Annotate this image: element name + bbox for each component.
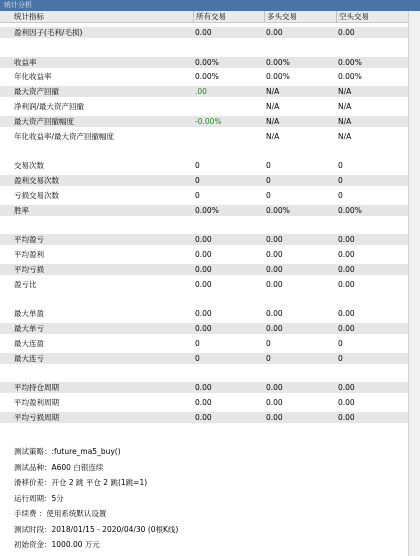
- cell-long-trades: 0: [266, 161, 271, 171]
- cell-all-trades: 0: [195, 353, 200, 363]
- row-label: 平均盈利周期: [14, 398, 59, 407]
- cell-short-trades: N/A: [338, 131, 352, 141]
- row-label: 亏损交易次数: [14, 190, 59, 200]
- cell-all-trades: 0.00%: [195, 72, 219, 82]
- cell-short-trades: 0.00%: [338, 57, 362, 67]
- table-spacer-row: [0, 145, 408, 156]
- info-symbol: 测试品种：A600 白银连续: [14, 462, 104, 472]
- table-row[interactable]: [0, 71, 408, 82]
- cell-short-trades: 0.00: [338, 28, 355, 37]
- table-header: [0, 11, 408, 23]
- table-row[interactable]: [0, 249, 408, 260]
- vertical-scrollbar[interactable]: [408, 11, 420, 556]
- cell-short-trades: N/A: [338, 116, 352, 126]
- table-row[interactable]: [0, 279, 408, 290]
- column-header-short-trades[interactable]: 空头交易: [336, 11, 369, 22]
- table-row[interactable]: [0, 308, 408, 319]
- table-row[interactable]: [0, 234, 408, 245]
- cell-all-trades: .00: [195, 87, 207, 97]
- cell-short-trades: 0: [338, 190, 343, 200]
- table-row[interactable]: [0, 205, 408, 216]
- cell-long-trades: 0.00: [266, 398, 283, 407]
- cell-all-trades: -0.00%: [195, 116, 222, 126]
- cell-all-trades: 0.00: [195, 398, 212, 407]
- table-row[interactable]: [0, 353, 408, 364]
- row-label: 平均亏损: [14, 264, 44, 274]
- table-row[interactable]: [0, 57, 408, 68]
- cell-short-trades: 0.00: [338, 250, 355, 259]
- table-row[interactable]: [0, 131, 408, 142]
- row-label: 平均亏损周期: [14, 412, 59, 422]
- cell-short-trades: 0.00: [338, 412, 355, 422]
- cell-long-trades: 0.00%: [266, 72, 290, 82]
- cell-short-trades: 0.00%: [338, 72, 362, 82]
- cell-short-trades: 0.00: [338, 398, 355, 407]
- window-title: 统计分析: [4, 1, 32, 9]
- cell-long-trades: 0.00: [266, 309, 283, 319]
- cell-long-trades: N/A: [266, 116, 280, 126]
- cell-short-trades: 0.00: [338, 235, 355, 245]
- cell-long-trades: 0.00: [266, 235, 283, 245]
- column-header-long-trades[interactable]: 多头交易: [264, 11, 297, 22]
- table-spacer-row: [0, 293, 408, 304]
- cell-short-trades: N/A: [338, 102, 352, 111]
- cell-all-trades: 0: [195, 338, 200, 348]
- table-row[interactable]: [0, 116, 408, 127]
- cell-long-trades: 0.00: [266, 264, 283, 274]
- cell-long-trades: 0.00: [266, 383, 283, 393]
- cell-short-trades: 0.00: [338, 264, 355, 274]
- cell-short-trades: 0.00%: [338, 205, 362, 215]
- cell-long-trades: 0.00%: [266, 205, 290, 215]
- cell-all-trades: 0.00: [195, 264, 212, 274]
- row-label: 年化收益率: [14, 72, 52, 82]
- cell-all-trades: 0: [195, 176, 200, 185]
- window-titlebar: [0, 0, 420, 11]
- row-label: 平均持仓周期: [14, 383, 59, 393]
- table-row[interactable]: [0, 190, 408, 201]
- row-label: 盈利因子(毛利/毛损): [14, 28, 83, 37]
- cell-long-trades: 0: [266, 353, 271, 363]
- row-label: 净利润/最大资产回撤: [14, 102, 85, 111]
- table-row[interactable]: [0, 101, 408, 112]
- cell-short-trades: 0.00: [338, 383, 355, 393]
- table-row[interactable]: [0, 397, 408, 408]
- cell-long-trades: N/A: [266, 131, 280, 141]
- row-label: 最大资产回撤: [14, 87, 59, 97]
- row-label: 收益率: [14, 57, 37, 67]
- info-initial-capital: 初始资金：1000.00 万元: [14, 540, 100, 549]
- cell-short-trades: N/A: [338, 87, 352, 97]
- cell-all-trades: 0.00%: [195, 205, 219, 215]
- table-spacer-row: [0, 42, 408, 53]
- cell-short-trades: 0.00: [338, 324, 355, 333]
- cell-all-trades: 0.00: [195, 28, 212, 37]
- row-label: 盈亏比: [14, 279, 37, 289]
- info-strategy: 测试策略：:future_ma5_buy(): [14, 447, 121, 456]
- row-label: 胜率: [14, 205, 29, 215]
- cell-short-trades: 0.00: [338, 309, 355, 319]
- column-header-metric[interactable]: 统计指标: [14, 12, 44, 21]
- info-test-range: 测试时段：2018/01/15 - 2020/04/30 (0根K线): [14, 524, 179, 534]
- cell-short-trades: 0: [338, 338, 343, 348]
- cell-long-trades: 0: [266, 190, 271, 200]
- row-label: 交易次数: [14, 161, 44, 171]
- cell-all-trades: 0.00: [195, 412, 212, 422]
- info-period: 运行周期：5分: [14, 493, 64, 503]
- table-row[interactable]: [0, 412, 408, 423]
- cell-long-trades: 0.00%: [266, 57, 290, 67]
- cell-short-trades: 0.00: [338, 279, 355, 289]
- cell-long-trades: 0.00: [266, 28, 283, 37]
- cell-long-trades: 0.00: [266, 324, 283, 333]
- table-row[interactable]: [0, 175, 408, 186]
- cell-short-trades: 0: [338, 176, 343, 185]
- cell-all-trades: 0.00: [195, 309, 212, 319]
- cell-all-trades: 0.00: [195, 279, 212, 289]
- cell-long-trades: 0: [266, 338, 271, 348]
- table-row[interactable]: [0, 382, 408, 393]
- cell-short-trades: 0: [338, 161, 343, 171]
- info-commission: 手续费 ：使用系统默认设置: [14, 509, 107, 518]
- cell-long-trades: N/A: [266, 87, 280, 97]
- cell-all-trades: 0.00: [195, 235, 212, 245]
- cell-short-trades: 0: [338, 353, 343, 363]
- table-row[interactable]: [0, 323, 408, 334]
- table-spacer-row: [0, 219, 408, 230]
- cell-long-trades: 0.00: [266, 412, 283, 422]
- backtest-info-panel: [14, 444, 178, 553]
- column-header-all-trades[interactable]: 所有交易: [193, 11, 226, 22]
- row-label: 最大资产回撤幅度: [14, 116, 74, 126]
- row-label: 最大连亏: [14, 353, 44, 363]
- cell-long-trades: 0: [266, 176, 271, 185]
- cell-all-trades: 0.00: [195, 250, 212, 259]
- cell-all-trades: 0: [195, 190, 200, 200]
- row-label: 盈利交易次数: [14, 176, 59, 185]
- cell-all-trades: 0: [195, 161, 200, 171]
- table-row[interactable]: [0, 338, 408, 349]
- cell-long-trades: 0.00: [266, 279, 283, 289]
- info-slippage: 滑移价差：开仓 2 跳 平仓 2 跳(1跳=1): [14, 478, 148, 487]
- cell-long-trades: N/A: [266, 102, 280, 111]
- table-row[interactable]: [0, 27, 408, 38]
- cell-all-trades: 0.00%: [195, 57, 219, 67]
- statistics-table: [0, 11, 409, 422]
- table-row[interactable]: [0, 264, 408, 275]
- row-label: 平均盈利: [14, 250, 44, 259]
- row-label: 最大连盈: [14, 338, 44, 348]
- row-label: 平均盈亏: [14, 235, 44, 245]
- cell-long-trades: 0.00: [266, 250, 283, 259]
- row-label: 最大单盈: [14, 309, 44, 319]
- table-spacer-row: [0, 367, 408, 378]
- row-label: 最大单亏: [14, 324, 44, 333]
- cell-all-trades: 0.00: [195, 383, 212, 393]
- row-label: 年化收益率/最大资产回撤幅度: [14, 131, 115, 141]
- table-row[interactable]: [0, 86, 408, 97]
- table-row[interactable]: [0, 160, 408, 171]
- cell-all-trades: 0.00: [195, 324, 212, 333]
